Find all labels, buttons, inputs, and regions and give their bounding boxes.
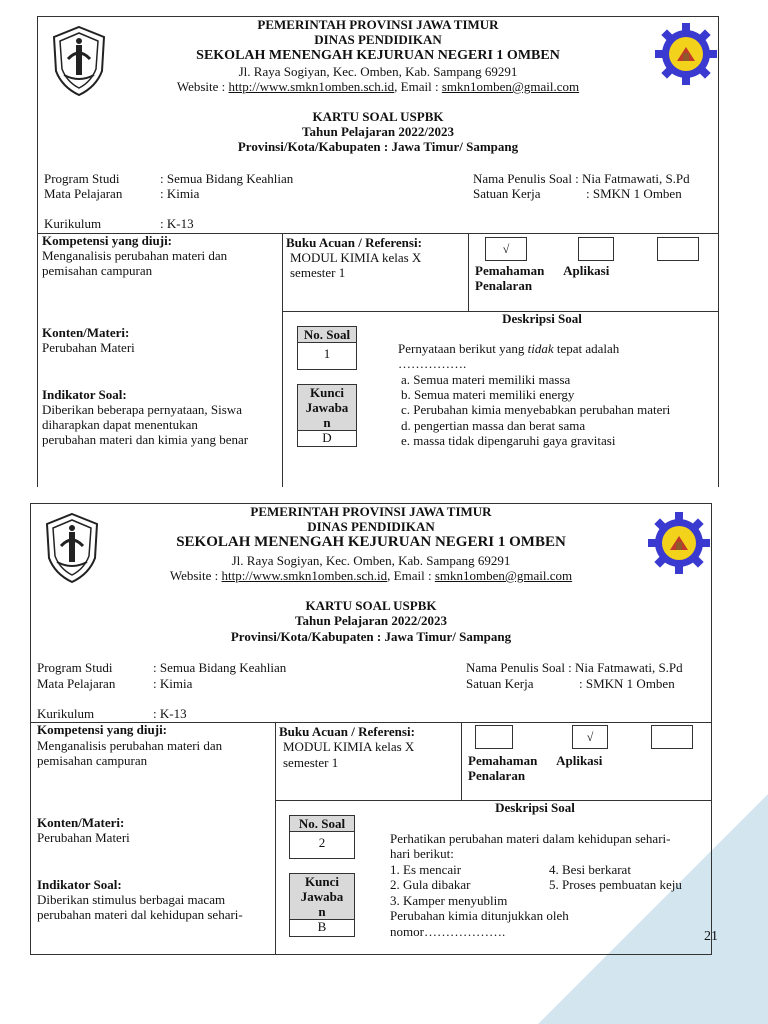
email-link[interactable]: smkn1omben@gmail.com [434, 568, 573, 583]
answer-option: c. Perubahan kimia menyebabkan perubahan materi [401, 402, 671, 417]
card-title: KARTU SOAL USPBK [312, 109, 444, 124]
level-checkbox-reasoning[interactable] [651, 725, 693, 749]
level-checkbox-application[interactable] [578, 237, 614, 261]
page-number: 21 [704, 929, 718, 944]
reference-label: Buku Acuan / Referensi: [279, 724, 415, 739]
answer-key-label-line: n [323, 415, 331, 430]
card-title: KARTU SOAL USPBK [305, 598, 437, 613]
question-blank: ……………. [398, 356, 467, 371]
emphasis-word: tidak [527, 341, 554, 356]
answer-key-box [289, 873, 355, 937]
level-checkbox-reasoning[interactable] [657, 237, 699, 261]
content-label: Konten/Materi: [42, 325, 130, 340]
stimulus-item: 5. Proses pembuatan keju [549, 877, 682, 892]
reference-line: MODUL KIMIA kelas X [283, 739, 415, 754]
email-label: , Email : [387, 568, 435, 583]
content-value: Perubahan Materi [37, 830, 130, 845]
school-address: Jl. Raya Sogiyan, Kec. Omben, Kab. Sampang 69291 [231, 553, 511, 568]
gov-title: PEMERINTAH PROVINSI JAWA TIMUR [250, 504, 492, 519]
dept-title: DINAS PENDIDIKAN [314, 32, 442, 47]
writer: Nama Penulis Soal : Nia Fatmawati, S.Pd [466, 660, 683, 675]
answer-key-value: B [317, 919, 327, 934]
content-label: Konten/Materi: [37, 815, 125, 830]
stimulus-item: 3. Kamper menyublim [390, 893, 508, 908]
reference-label: Buku Acuan / Referensi: [286, 235, 422, 250]
region: Provinsi/Kota/Kabupaten : Jawa Timur/ Sampang [230, 629, 512, 644]
stimulus-item: 1. Es mencair [390, 862, 462, 877]
divider [282, 233, 283, 487]
contact-line [31, 568, 711, 583]
competency-line: Menganalisis perubahan materi dan [42, 248, 228, 263]
description-label: Deskripsi Soal [502, 311, 582, 326]
level-checkbox-understanding[interactable]: √ [485, 237, 527, 261]
question-number-box [297, 326, 357, 370]
indicator-label: Indikator Soal: [37, 877, 122, 892]
question-text: Perhatikan perubahan materi dalam kehidupan sehari- [390, 831, 671, 846]
level-labels: Pemahaman Aplikasi [468, 753, 603, 768]
region: Provinsi/Kota/Kabupaten : Jawa Timur/ Sampang [237, 139, 519, 154]
unit-label: Satuan Kerja [473, 186, 541, 201]
subject-label: Mata Pelajaran [44, 186, 123, 201]
website-link[interactable]: http://www.smkn1omben.sch.id [221, 568, 388, 583]
answer-option: e. massa tidak dipengaruhi gaya gravitasi [401, 433, 616, 448]
content-value: Perubahan Materi [42, 340, 135, 355]
answer-key-value: D [322, 430, 332, 445]
answer-key-label [298, 385, 356, 431]
competency-line: pemisahan campuran [42, 263, 153, 278]
reference-line: MODUL KIMIA kelas X [290, 250, 422, 265]
competency-line: pemisahan campuran [37, 753, 148, 768]
subject-value: : Kimia [160, 186, 200, 201]
website-label: Website : [176, 79, 229, 94]
website-label: Website : [169, 568, 222, 583]
answer-key-label-line: Jawaba [300, 889, 344, 904]
reference-line: semester 1 [290, 265, 346, 280]
indicator-label: Indikator Soal: [42, 387, 127, 402]
unit-value: : SMKN 1 Omben [579, 676, 675, 691]
question-text: hari berikut: [390, 846, 454, 861]
level-label-reasoning: Penalaran [468, 768, 526, 783]
indicator-line: Diberikan stimulus berbagai macam [37, 892, 226, 907]
school-address: Jl. Raya Sogiyan, Kec. Omben, Kab. Sampang 69291 [238, 64, 518, 79]
answer-key-box [297, 384, 357, 447]
curriculum-label: Kurikulum [44, 216, 102, 231]
program-value: : Semua Bidang Keahlian [153, 660, 287, 675]
level-label-reasoning: Penalaran [475, 278, 533, 293]
program-label: Program Studi [37, 660, 113, 675]
answer-key-label-line: Jawaba [305, 400, 349, 415]
indicator-line: perubahan materi dan kimia yang benar [42, 432, 249, 447]
level-checkbox-application[interactable]: √ [572, 725, 608, 749]
question-number-value: 2 [318, 835, 326, 850]
answer-key-label-line: Kunci [310, 385, 344, 400]
stimulus-item: 4. Besi berkarat [549, 862, 631, 877]
answer-option: b. Semua materi memiliki energy [401, 387, 575, 402]
indicator-line: Diberikan beberapa pernyataan, Siswa [42, 402, 242, 417]
question-number-label: No. Soal [298, 327, 356, 343]
stimulus-item: 2. Gula dibakar [390, 877, 471, 892]
email-link[interactable]: smkn1omben@gmail.com [441, 79, 580, 94]
email-label: , Email : [394, 79, 442, 94]
curriculum-value: : K-13 [153, 706, 187, 721]
answer-key-label-line: Kunci [305, 874, 339, 889]
answer-key-label-line: n [318, 904, 326, 919]
level-checkbox-understanding[interactable] [475, 725, 513, 749]
program-value: : Semua Bidang Keahlian [160, 171, 294, 186]
indicator-line: diharapkan dapat menentukan [42, 417, 198, 432]
unit-value: : SMKN 1 Omben [586, 186, 682, 201]
question-number-value: 1 [323, 346, 331, 361]
indicator-line: perubahan materi dal kehidupan sehari- [37, 907, 243, 922]
competency-label: Kompetensi yang diuji: [37, 722, 168, 737]
question-text: Pernyataan berikut yang tidak tepat adalah [398, 341, 620, 356]
answer-option: a. Semua materi memiliki massa [401, 372, 571, 387]
level-labels: Pemahaman Aplikasi [475, 263, 610, 278]
question-text: Perubahan kimia ditunjukkan oleh [390, 908, 569, 923]
subject-label: Mata Pelajaran [37, 676, 116, 691]
dept-title: DINAS PENDIDIKAN [307, 519, 435, 534]
competency-line: Menganalisis perubahan materi dan [37, 738, 223, 753]
divider [468, 233, 469, 311]
program-label: Program Studi [44, 171, 120, 186]
question-card-2 [30, 503, 712, 955]
question-card-1 [37, 16, 719, 487]
school-title: SEKOLAH MENENGAH KEJURUAN NEGERI 1 OMBEN [196, 48, 560, 63]
question-number-label: No. Soal [290, 816, 354, 832]
gov-title: PEMERINTAH PROVINSI JAWA TIMUR [257, 17, 499, 32]
school-year: Tahun Pelajaran 2022/2023 [295, 613, 447, 628]
curriculum-label: Kurikulum [37, 706, 95, 721]
contact-line [38, 79, 718, 94]
answer-option: d. pengertian massa dan berat sama [401, 418, 586, 433]
description-label: Deskripsi Soal [495, 800, 575, 815]
question-blank: nomor………………. [390, 924, 506, 939]
school-title: SEKOLAH MENENGAH KEJURUAN NEGERI 1 OMBEN [176, 534, 566, 550]
competency-label: Kompetensi yang diuji: [42, 233, 173, 248]
answer-key-label [290, 874, 354, 920]
writer: Nama Penulis Soal : Nia Fatmawati, S.Pd [473, 171, 690, 186]
subject-value: : Kimia [153, 676, 193, 691]
curriculum-value: : K-13 [160, 216, 194, 231]
website-link[interactable]: http://www.smkn1omben.sch.id [228, 79, 395, 94]
school-year: Tahun Pelajaran 2022/2023 [302, 124, 454, 139]
question-number-box [289, 815, 355, 859]
divider [461, 722, 462, 800]
divider [275, 722, 276, 954]
unit-label: Satuan Kerja [466, 676, 534, 691]
reference-line: semester 1 [283, 755, 339, 770]
